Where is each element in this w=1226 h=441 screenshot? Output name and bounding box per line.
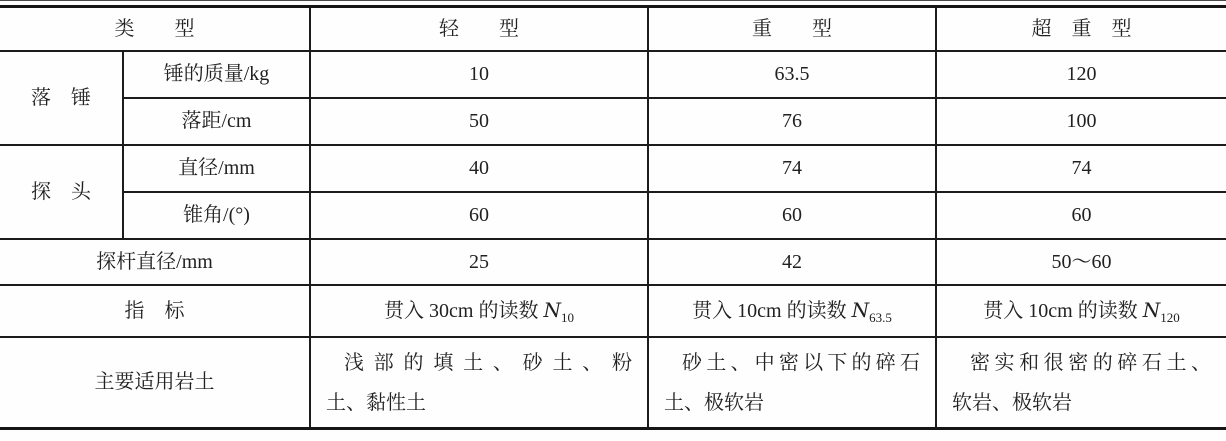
value-hammer-mass-light: 10 <box>310 51 648 98</box>
row-label-applicable-soil: 主要适用岩土 <box>0 337 310 429</box>
value-rod-diameter-light: 25 <box>310 239 648 285</box>
table-row <box>0 239 1226 285</box>
soil-text-line: 浅部的填土、砂土、粉 <box>344 351 632 374</box>
indicator-symbol-n: N <box>851 298 870 322</box>
value-drop-distance-heavy: 76 <box>648 98 936 145</box>
indicator-subscript: 120 <box>1160 310 1180 325</box>
row-label-drop-distance: 落距/cm <box>123 98 310 145</box>
indicator-cell-super <box>936 285 1226 337</box>
value-hammer-mass-heavy: 63.5 <box>648 51 936 98</box>
header-cell-super-heavy: 超 重 型 <box>936 7 1226 52</box>
value-diameter-super: 74 <box>936 145 1226 192</box>
value-drop-distance-super: 100 <box>936 98 1226 145</box>
table-row <box>0 7 1226 52</box>
table-row <box>0 192 1226 239</box>
indicator-symbol-n: N <box>1142 298 1161 322</box>
soil-cell-super <box>936 337 1226 429</box>
row-label-cone-angle: 锥角/(°) <box>123 192 310 239</box>
table-row <box>0 145 1226 192</box>
indicator-cell-light <box>310 285 648 337</box>
soil-cell-light <box>310 337 648 429</box>
indicator-cell-heavy <box>648 285 936 337</box>
table-row <box>0 51 1226 98</box>
soil-text-line: 土、极软岩 <box>664 391 764 414</box>
value-cone-angle-heavy: 60 <box>648 192 936 239</box>
table-row <box>0 337 1226 429</box>
header-cell-type: 类 型 <box>0 7 310 52</box>
header-cell-light: 轻 型 <box>310 7 648 52</box>
table-row <box>0 285 1226 337</box>
indicator-symbol-n: N <box>543 298 561 322</box>
header-cell-heavy: 重 型 <box>648 7 936 52</box>
indicator-text: 贯入 10cm 的读数 <box>692 300 852 322</box>
row-label-rod-diameter: 探杆直径/mm <box>0 239 310 285</box>
value-diameter-heavy: 74 <box>648 145 936 192</box>
value-cone-angle-super: 60 <box>936 192 1226 239</box>
value-rod-diameter-heavy: 42 <box>648 239 936 285</box>
soil-text-line: 土、黏性土 <box>326 391 426 414</box>
table-row <box>0 98 1226 145</box>
group-label-probe: 探 头 <box>0 145 123 239</box>
value-rod-diameter-super: 50～60 <box>936 239 1226 285</box>
value-cone-angle-light: 60 <box>310 192 648 239</box>
row-label-hammer-mass: 锤的质量/kg <box>123 51 310 98</box>
soil-text-line: 软岩、极软岩 <box>952 391 1072 414</box>
penetration-test-type-table <box>0 5 1226 430</box>
indicator-text: 贯入 30cm 的读数 <box>384 300 544 322</box>
soil-text-line: 密实和很密的碎石土、 <box>970 351 1211 374</box>
row-label-diameter: 直径/mm <box>123 145 310 192</box>
soil-cell-heavy <box>648 337 936 429</box>
indicator-subscript: 10 <box>560 310 574 325</box>
value-drop-distance-light: 50 <box>310 98 648 145</box>
indicator-text: 贯入 10cm 的读数 <box>983 300 1143 322</box>
soil-text-line: 砂土、中密以下的碎石 <box>682 351 920 374</box>
value-hammer-mass-super: 120 <box>936 51 1226 98</box>
indicator-subscript: 63.5 <box>869 310 892 325</box>
value-diameter-light: 40 <box>310 145 648 192</box>
row-label-indicator: 指 标 <box>0 285 310 337</box>
group-label-drop-hammer: 落 锤 <box>0 51 123 145</box>
